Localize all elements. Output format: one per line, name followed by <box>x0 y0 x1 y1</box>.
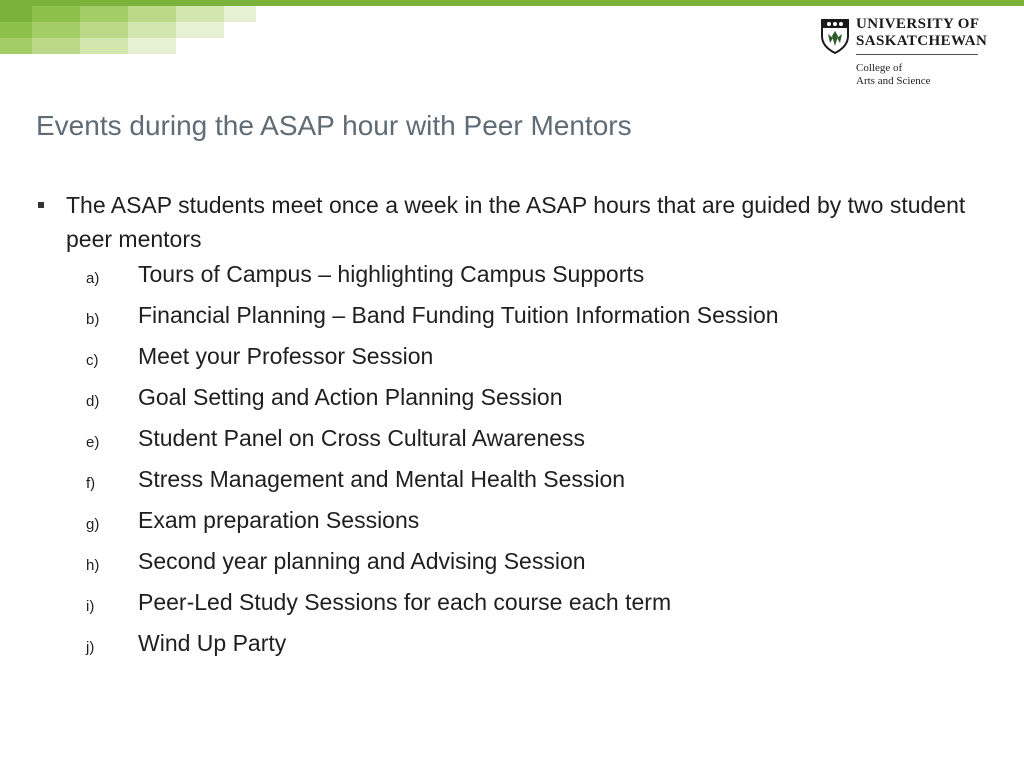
mosaic-tile <box>144 22 160 38</box>
mosaic-tile <box>112 22 128 38</box>
mosaic-tile <box>160 22 176 38</box>
mosaic-tile <box>0 22 16 38</box>
mosaic-tile <box>0 38 16 54</box>
square-bullet-icon <box>38 202 44 208</box>
mosaic-tile <box>160 38 176 54</box>
mosaic-tile <box>128 22 144 38</box>
mosaic-tile <box>32 22 48 38</box>
mosaic-tile <box>208 22 224 38</box>
mosaic-tile <box>144 6 160 22</box>
mosaic-tile <box>160 6 176 22</box>
mosaic-tile <box>32 38 48 54</box>
university-name-line2: SASKATCHEWAN <box>856 33 988 49</box>
mosaic-tile <box>64 22 80 38</box>
list-item-letter: b) <box>86 311 100 328</box>
mosaic-tile <box>80 38 96 54</box>
mosaic-tile <box>96 6 112 22</box>
mosaic-tile <box>176 22 192 38</box>
mosaic-tile <box>32 6 48 22</box>
mosaic-tile <box>128 38 144 54</box>
mosaic-tile <box>96 38 112 54</box>
university-name-line1: UNIVERSITY OF <box>856 16 980 32</box>
mosaic-tile <box>144 38 160 54</box>
mosaic-tile <box>0 6 16 22</box>
mosaic-tile <box>16 22 32 38</box>
mosaic-tile <box>112 38 128 54</box>
list-item-letter: i) <box>86 598 95 615</box>
mosaic-tile <box>112 6 128 22</box>
mosaic-tile <box>176 6 192 22</box>
mosaic-tile <box>64 6 80 22</box>
university-crest-icon <box>820 18 850 54</box>
mosaic-tile <box>240 6 256 22</box>
mosaic-tile <box>208 6 224 22</box>
list-item-text: Stress Management and Mental Health Session <box>138 466 626 492</box>
list-item-letter: a) <box>86 270 100 287</box>
list-item-text: Financial Planning – Band Funding Tuition Information Session <box>138 302 779 328</box>
main-bullet-text: The ASAP students meet once a week in the ASAP hours that are guided by two student peer mentors <box>66 192 966 252</box>
list-item-letter: d) <box>86 393 100 410</box>
list-item-text: Goal Setting and Action Planning Session <box>138 384 563 410</box>
list-item-letter: h) <box>86 557 100 574</box>
mosaic-tile <box>80 6 96 22</box>
list-item-letter: e) <box>86 434 100 451</box>
list-item-text: Wind Up Party <box>138 630 287 656</box>
list-item-letter: f) <box>86 475 96 492</box>
list-item-letter: j) <box>86 639 95 656</box>
list-item-text: Meet your Professor Session <box>138 343 434 369</box>
slide-title: Events during the ASAP hour with Peer Mentors <box>36 110 632 141</box>
college-name-line2: Arts and Science <box>856 75 931 87</box>
list-item-text: Student Panel on Cross Cultural Awareness <box>138 425 586 451</box>
list-item-text: Exam preparation Sessions <box>138 507 420 533</box>
list-item-letter: c) <box>86 352 99 369</box>
list-item-text: Peer-Led Study Sessions for each course each term <box>138 589 672 615</box>
mosaic-tile <box>16 38 32 54</box>
main-bullet <box>36 188 966 256</box>
college-name-line1: College of <box>856 62 903 74</box>
mosaic-tile <box>96 22 112 38</box>
mosaic-tile <box>192 22 208 38</box>
logo-divider <box>856 54 978 55</box>
mosaic-tile <box>224 6 240 22</box>
mosaic-tile <box>128 6 144 22</box>
mosaic-tile <box>192 6 208 22</box>
decorative-mosaic <box>0 0 270 56</box>
list-item-letter: g) <box>86 516 100 533</box>
mosaic-tile <box>48 38 64 54</box>
mosaic-tile <box>80 22 96 38</box>
list-item-text: Second year planning and Advising Session <box>138 548 586 574</box>
mosaic-tile <box>16 6 32 22</box>
university-logo <box>818 16 988 90</box>
mosaic-tile <box>64 38 80 54</box>
mosaic-tile <box>48 6 64 22</box>
mosaic-tile <box>48 22 64 38</box>
list-item-text: Tours of Campus – highlighting Campus Supports <box>138 261 645 287</box>
